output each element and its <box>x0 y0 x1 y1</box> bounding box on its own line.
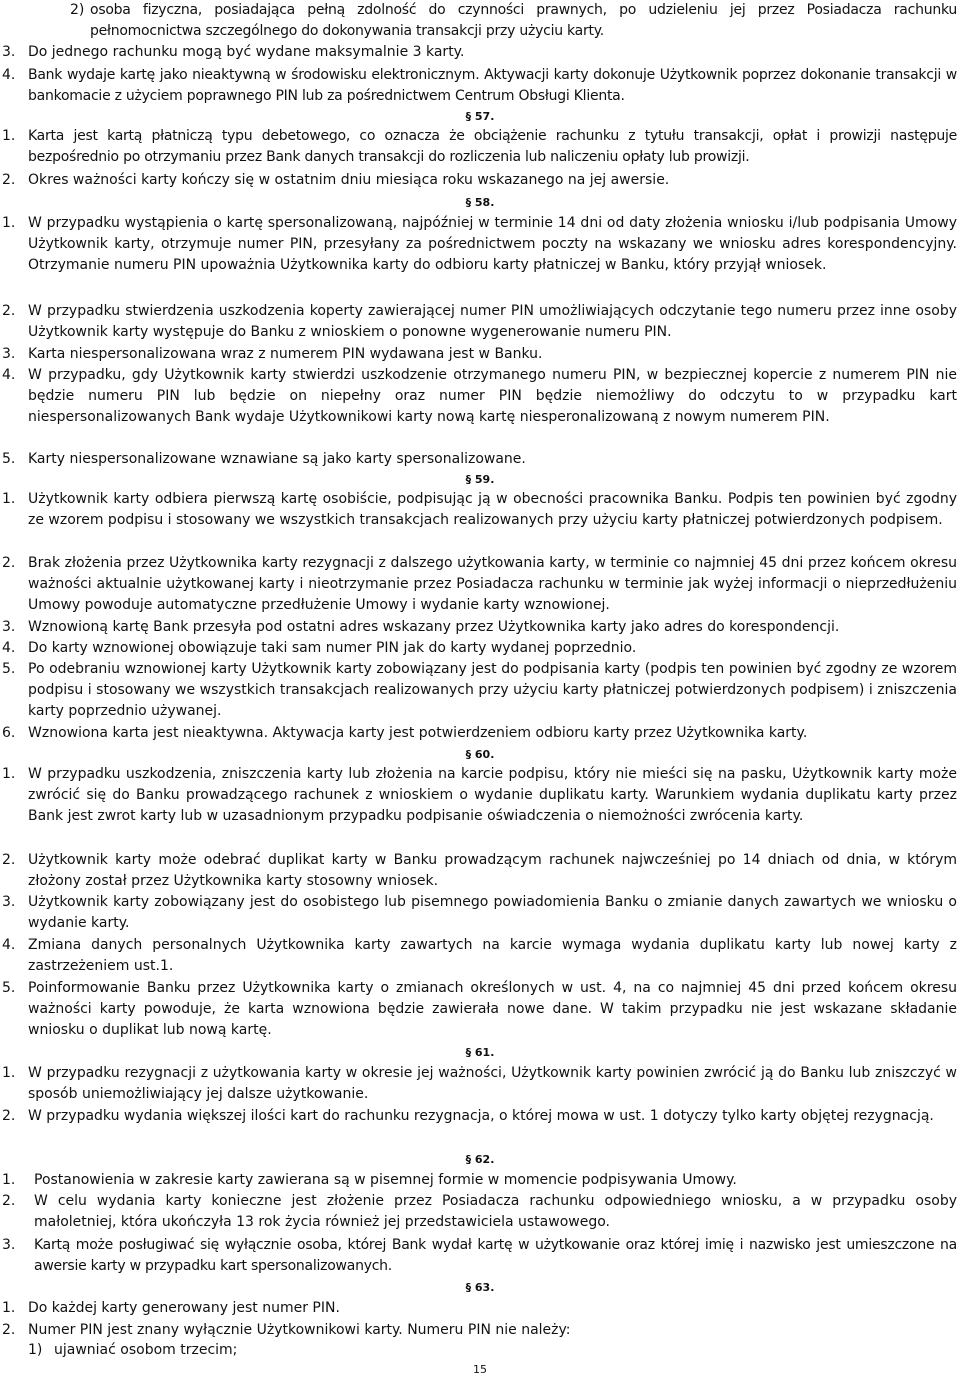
item-number: 3. <box>2 1237 16 1253</box>
list-item <box>0 170 960 191</box>
list-item <box>0 449 960 470</box>
item-number: 2. <box>2 1322 16 1338</box>
item-number: 1. <box>2 766 16 782</box>
list-item <box>0 935 960 977</box>
item-text: Bank wydaje kartę jako nieaktywną w środowisku elektronicznym. Aktywacji karty dokonuje Użytkownik poprzez dokonanie transakcji w bankomacie z użyciem poprawnego PIN lub za pośrednictwem Centrum Obsługi Klienta. <box>28 67 957 104</box>
item-number: 1. <box>2 1172 16 1188</box>
item-number: 1) <box>28 1342 43 1358</box>
list-item <box>0 1298 960 1319</box>
item-number: 2. <box>2 852 16 868</box>
section-heading: § 60. <box>465 748 495 761</box>
item-text: Kartą może posługiwać się wyłącznie osoba, której Bank wydał kartę w użytkowanie oraz której imię i nazwisko jest umieszczone na awersie karty w przypadku kart spersonalizowanych. <box>34 1237 957 1274</box>
item-text: W przypadku stwierdzenia uszkodzenia koperty zawierającej numer PIN umożliwiających odczytanie tego numeru przez inne osoby Użytkownik karty występuje do Banku z wnioskiem o ponowne wygenerowanie numeru PIN. <box>28 303 957 340</box>
list-item <box>0 301 960 343</box>
item-text: Postanowienia w zakresie karty zawierana są w pisemnej formie w momencie podpisywania Umowy. <box>34 1172 737 1188</box>
item-number: 5. <box>2 980 16 996</box>
item-number: 2) <box>70 2 85 18</box>
item-text: W przypadku wydania większej ilości kart do rachunku rezygnacja, o której mowa w ust. 1 dotyczy tylko karty objętej rezygnacją. <box>28 1108 934 1124</box>
list-item <box>0 638 960 659</box>
list-item <box>0 1340 960 1361</box>
item-number: 5. <box>2 451 16 467</box>
list-item <box>0 1063 960 1105</box>
item-number: 4. <box>2 937 16 953</box>
item-text: Brak złożenia przez Użytkownika karty rezygnacji z dalszego użytkowania karty, w terminie co najmniej 45 dni przez końcem okresu ważności aktualnie użytkowanej karty i nieotrzymanie przez Posiadacza rachunku w terminie jak wyżej informacji o nieprzedłużeniu Umowy powoduje automatyczne przedłużenie Umowy i wydanie karty wznowionej. <box>28 555 957 613</box>
list-item <box>0 365 960 428</box>
item-text: Użytkownik karty może odebrać duplikat karty w Banku prowadzącym rachunek najwcześniej po 14 dniach od dnia, w którym złożony został przez Użytkownika karty stosowny wniosek. <box>28 852 957 889</box>
section-heading: § 63. <box>465 1281 495 1294</box>
list-item <box>0 553 960 616</box>
list-item <box>0 1320 960 1341</box>
item-number: 4. <box>2 67 16 83</box>
item-text: Wznowioną kartę Bank przesyła pod ostatni adres wskazany przez Użytkownika karty jako adres do korespondencji. <box>28 619 840 635</box>
list-item <box>0 850 960 892</box>
item-text: Wznowiona karta jest nieaktywna. Aktywacja karty jest potwierdzeniem odbioru karty przez Użytkownika karty. <box>28 725 808 741</box>
item-text: W przypadku uszkodzenia, zniszczenia karty lub złożenia na karcie podpisu, który nie mieści się na pasku, Użytkownik karty może zwrócić się do Banku prowadzącego rachunek z wnioskiem o wydanie duplikatu karty. Warunkiem wydania duplikatu karty przez Bank jest zwrot karty lub w uzasadnionym przypadku podpisanie oświadczenia o niemożności zwrócenia karty. <box>28 766 957 824</box>
item-text: W celu wydania karty konieczne jest złożenie przez Posiadacza rachunku odpowiedniego wniosku, a w przypadku osoby małoletniej, która ukończyła 13 rok życia również jej przedstawiciela ustawowego. <box>34 1193 957 1230</box>
item-text: W przypadku wystąpienia o kartę spersonalizowaną, najpóźniej w terminie 14 dni od daty złożenia wniosku i/lub podpisania Umowy Użytkownik karty, otrzymuje numer PIN, przesyłany za pośrednictwem poczty na wskazany we wniosku adres korespondencyjny. Otrzymanie numeru PIN upoważnia Użytkownika karty do odbioru karty płatniczej w Banku, który przyjął wniosek. <box>28 215 957 273</box>
item-number: 4. <box>2 367 16 383</box>
item-text: Zmiana danych personalnych Użytkownika karty zawartych na karcie wymaga wydania duplikatu karty lub nowej karty z zastrzeżeniem ust.1. <box>28 937 957 974</box>
item-number: 2. <box>2 172 16 188</box>
section-heading: § 59. <box>465 473 495 486</box>
item-number: 1. <box>2 1065 16 1081</box>
item-number: 4. <box>2 640 16 656</box>
item-number: 1. <box>2 1300 16 1316</box>
item-number: 3. <box>2 894 16 910</box>
list-item <box>0 617 960 638</box>
item-number: 2. <box>2 1108 16 1124</box>
item-number: 2. <box>2 1193 16 1209</box>
item-number: 5. <box>2 661 16 677</box>
list-item <box>0 723 960 744</box>
item-text: W przypadku rezygnacji z użytkowania karty w okresie jej ważności, Użytkownik karty powinien zwrócić ją do Banku lub zniszczyć w sposób uniemożliwiający jej dalsze użytkowanie. <box>28 1065 957 1102</box>
list-item <box>0 764 960 827</box>
item-text: Do jednego rachunku mogą być wydane maksymalnie 3 karty. <box>28 44 465 60</box>
item-number: 2. <box>2 303 16 319</box>
list-item <box>0 213 960 276</box>
section-heading: § 61. <box>465 1046 495 1059</box>
item-text: W przypadku, gdy Użytkownik karty stwierdzi uszkodzenie otrzymanego numeru PIN, w bezpiecznej kopercie z numerem PIN nie będzie numeru PIN lub będzie on niepełny oraz numer PIN będzie niemożliwy do odczytu to w przypadku kart niespersonalizowanych Bank wydaje Użytkownikowi karty nową kartę niesperonalizowaną z nowym numerem PIN. <box>28 367 957 425</box>
item-text: Poinformowanie Banku przez Użytkownika karty o zmianach określonych w ust. 4, na co najmniej 45 dni przed końcem okresu ważności karty powoduje, że karta wznowiona będzie zawierała nowe dane. W takim przypadku nie jest wskazane składanie wniosku o duplikat lub nową kartę. <box>28 980 957 1038</box>
list-item <box>0 0 960 42</box>
item-text: Użytkownik karty zobowiązany jest do osobistego lub pisemnego powiadomienia Banku o zmianie danych zawartych we wniosku o wydanie karty. <box>28 894 957 931</box>
item-text: Okres ważności karty kończy się w ostatnim dniu miesiąca roku wskazanego na jej awersie. <box>28 172 670 188</box>
item-text: Po odebraniu wznowionej karty Użytkownik karty zobowiązany jest do podpisania karty (podpis ten powinien być zgodny ze wzorem podpisu i stosowany we wszystkich transakcjach realizowanych przy użyciu karty płatniczej potwierdzonych podpisem) i zniszczenia karty poprzednio używanej. <box>28 661 957 719</box>
item-number: 6. <box>2 725 16 741</box>
list-item <box>0 1170 960 1191</box>
list-item <box>0 978 960 1041</box>
list-item <box>0 1235 960 1277</box>
page-number: 15 <box>473 1363 487 1376</box>
list-item <box>0 344 960 365</box>
section-heading: § 62. <box>465 1153 495 1166</box>
item-text: Karta niespersonalizowana wraz z numerem PIN wydawana jest w Banku. <box>28 346 543 362</box>
item-text: Numer PIN jest znany wyłącznie Użytkownikowi karty. Numeru PIN nie należy: <box>28 1322 571 1338</box>
item-number: 1. <box>2 128 16 144</box>
list-item <box>0 1106 960 1127</box>
list-item <box>0 892 960 934</box>
list-item <box>0 1191 960 1233</box>
item-number: 3. <box>2 44 16 60</box>
item-text: Do każdej karty generowany jest numer PIN. <box>28 1300 340 1316</box>
item-text: Użytkownik karty odbiera pierwszą kartę osobiście, podpisując ją w obecności pracownika Banku. Podpis ten powinien być zgodny ze wzorem podpisu i stosowany we wszystkich transakcjach realizowanych przy użyciu karty płatniczej potwierdzonych podpisem. <box>28 491 957 528</box>
item-number: 3. <box>2 619 16 635</box>
item-number: 2. <box>2 555 16 571</box>
item-text: Karty niespersonalizowane wznawiane są jako karty spersonalizowane. <box>28 451 526 467</box>
list-item <box>0 659 960 722</box>
list-item <box>0 65 960 107</box>
item-number: 1. <box>2 491 16 507</box>
item-number: 1. <box>2 215 16 231</box>
item-number: 3. <box>2 346 16 362</box>
section-heading: § 58. <box>465 196 495 209</box>
item-text: ujawniać osobom trzecim; <box>54 1342 238 1358</box>
section-heading: § 57. <box>465 110 495 123</box>
list-item <box>0 489 960 531</box>
item-text: osoba fizyczna, posiadająca pełną zdolność do czynności prawnych, po udzieleniu jej przez Posiadacza rachunku pełnomocnictwa szczególnego do dokonywania transakcji przy użyciu karty. <box>90 2 957 39</box>
item-text: Karta jest kartą płatniczą typu debetowego, co oznacza że obciążenie rachunku z tytułu transakcji, opłat i prowizji następuje bezpośrednio po otrzymaniu przez Bank danych transakcji do rozliczenia lub naliczeniu opłaty lub prowizji. <box>28 128 957 165</box>
list-item <box>0 42 960 63</box>
list-item <box>0 126 960 168</box>
item-text: Do karty wznowionej obowiązuje taki sam numer PIN jak do karty wydanej poprzednio. <box>28 640 637 656</box>
